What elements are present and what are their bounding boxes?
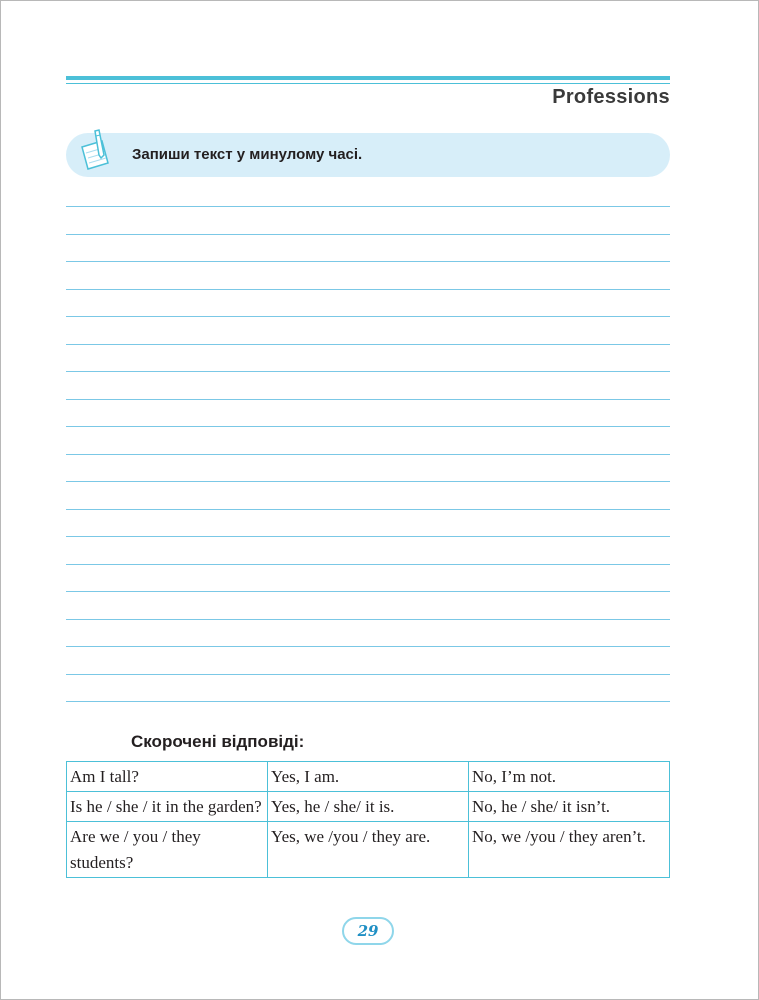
table-cell: No, I’m not. — [469, 762, 670, 792]
ruled-line — [66, 564, 670, 565]
ruled-line — [66, 454, 670, 455]
task-instruction: Запиши текст у минулому часі. — [132, 146, 363, 163]
answers-heading: Скорочені відповіді: — [131, 732, 305, 751]
page-number: 29 — [357, 922, 379, 940]
ruled-line — [66, 646, 670, 647]
ruled-line — [66, 591, 670, 592]
ruled-line — [66, 509, 670, 510]
ruled-line — [66, 426, 670, 427]
table-cell: No, he / she/ it isn’t. — [469, 792, 670, 822]
ruled-line — [66, 481, 670, 482]
ruled-line — [66, 261, 670, 262]
ruled-line — [66, 619, 670, 620]
short-answers-table — [66, 761, 670, 878]
header-rule — [66, 76, 670, 80]
ruled-line — [66, 234, 670, 235]
header-rule-thin — [66, 83, 670, 84]
ruled-line — [66, 289, 670, 290]
pencil-notebook-icon — [76, 127, 114, 171]
ruled-line — [66, 316, 670, 317]
page-number-badge — [342, 917, 394, 945]
writing-lines[interactable] — [66, 206, 670, 729]
table-row — [67, 822, 670, 878]
table-cell: Is he / she / it in the garden? — [67, 792, 268, 822]
table-cell: Yes, I am. — [268, 762, 469, 792]
table-row — [67, 792, 670, 822]
table-cell: Are we / you / they students? — [67, 822, 268, 878]
ruled-line — [66, 701, 670, 702]
table-cell: Yes, we /you / they are. — [268, 822, 469, 878]
table-cell: Yes, he / she/ it is. — [268, 792, 469, 822]
table-cell: No, we /you / they aren’t. — [469, 822, 670, 878]
ruled-line — [66, 344, 670, 345]
task-banner — [66, 133, 670, 177]
ruled-line — [66, 674, 670, 675]
section-title: Professions — [552, 86, 670, 108]
ruled-line — [66, 206, 670, 207]
table-row — [67, 762, 670, 792]
ruled-line — [66, 399, 670, 400]
ruled-line — [66, 536, 670, 537]
ruled-line — [66, 371, 670, 372]
table-cell: Am I tall? — [67, 762, 268, 792]
